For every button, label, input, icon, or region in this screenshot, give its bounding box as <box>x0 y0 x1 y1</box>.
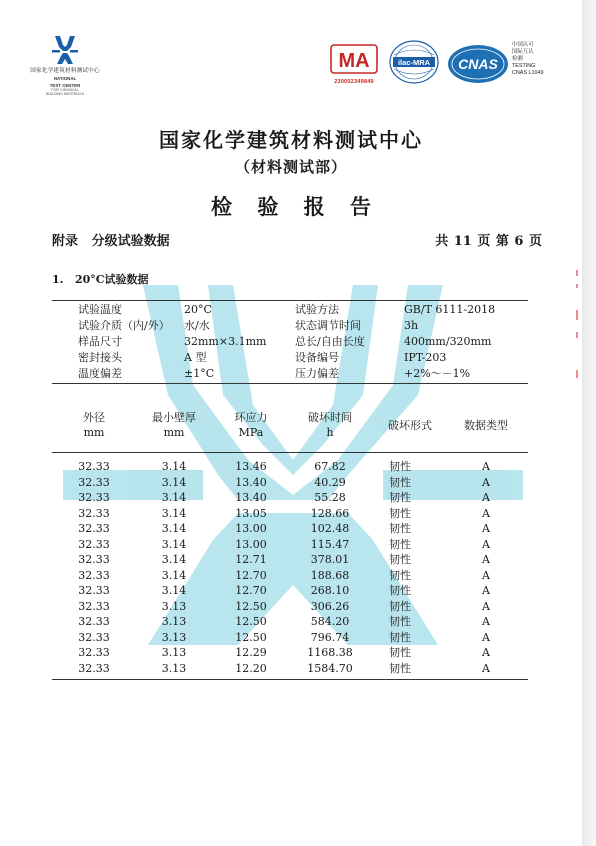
table-row <box>52 661 528 677</box>
cell-hoop-stress: 12.70 <box>235 584 267 597</box>
column-header-unit: mm <box>163 426 185 439</box>
cell-outer-diameter: 32.33 <box>78 491 110 504</box>
cnas-accreditation-text <box>512 42 543 77</box>
cell-hoop-stress: 12.71 <box>235 553 267 566</box>
cell-failure-time: 1584.70 <box>307 661 353 675</box>
condition-label: 试验温度 <box>78 303 122 316</box>
cell-min-wall-thickness: 3.14 <box>161 491 187 504</box>
condition-value: 20°C <box>184 303 212 316</box>
condition-value: ±1°C <box>184 367 215 380</box>
cell-failure-mode: 韧性 <box>389 522 411 535</box>
cell-data-type: A <box>482 568 490 582</box>
ma-logo-text: MA <box>338 50 370 72</box>
cell-min-wall-thickness: 3.14 <box>161 553 187 566</box>
document-title: 国家化学建筑材料测试中心 <box>159 128 423 152</box>
condition-value: 32mm×3.1mm <box>184 335 267 348</box>
cell-min-wall-thickness: 3.13 <box>161 599 187 613</box>
condition-label: 密封接头 <box>78 351 122 364</box>
column-header-unit: h <box>326 426 334 439</box>
data-table-body <box>52 459 528 676</box>
cell-failure-mode: 韧性 <box>389 506 411 520</box>
cell-failure-time: 796.74 <box>310 630 350 644</box>
cell-failure-mode: 韧性 <box>389 568 411 582</box>
cell-failure-mode: 韧性 <box>389 475 411 489</box>
cell-data-type: A <box>482 537 490 551</box>
cell-hoop-stress: 12.29 <box>235 646 267 659</box>
ilac-mra-logo <box>388 39 440 85</box>
cell-outer-diameter: 32.33 <box>78 646 110 659</box>
cell-failure-mode: 韧性 <box>389 553 411 566</box>
cell-failure-mode: 韧性 <box>389 460 411 473</box>
cell-failure-mode: 韧性 <box>389 615 411 628</box>
cell-data-type: A <box>482 553 490 566</box>
table-row <box>52 645 528 661</box>
cell-failure-time: 1168.38 <box>307 646 353 659</box>
cell-outer-diameter: 32.33 <box>78 553 110 566</box>
table-row <box>52 614 528 630</box>
cell-data-type: A <box>482 615 490 628</box>
column-header-unit: MPa <box>238 426 264 439</box>
ntc-name-en-small-line1: FOR CHEMICAL <box>51 88 79 92</box>
column-header-data-type <box>456 418 516 433</box>
condition-row <box>52 302 528 318</box>
table-header-rule <box>52 452 528 453</box>
condition-value: 水/水 <box>184 319 210 332</box>
condition-value: IPT-203 <box>404 351 447 364</box>
ntc-logo <box>22 36 108 96</box>
cell-data-type: A <box>482 646 490 659</box>
cell-outer-diameter: 32.33 <box>78 475 110 489</box>
cell-data-type: A <box>482 475 490 489</box>
ma-logo <box>326 44 382 85</box>
table-row <box>52 490 528 506</box>
cell-hoop-stress: 12.50 <box>235 630 267 644</box>
cell-outer-diameter: 32.33 <box>78 522 110 535</box>
condition-label: 压力偏差 <box>295 367 339 380</box>
section-title: 1. 20°C试验数据 <box>52 273 149 286</box>
column-header-unit: mm <box>83 426 105 439</box>
column-header-label: 最小壁厚 <box>152 411 196 424</box>
column-header-min-wall-thickness <box>144 410 204 440</box>
column-header-label: 数据类型 <box>464 419 508 432</box>
cell-min-wall-thickness: 3.14 <box>161 568 187 582</box>
column-header-outer-diameter <box>74 410 114 440</box>
cell-failure-time: 128.66 <box>310 506 350 520</box>
ntc-name-cn: 国家化学建筑材料测试中心 <box>30 68 100 74</box>
condition-label: 总长/自由长度 <box>295 335 365 348</box>
condition-value: GB/T 6111-2018 <box>404 303 496 316</box>
cnas-logo <box>447 44 509 84</box>
cell-min-wall-thickness: 3.14 <box>161 506 187 520</box>
cell-data-type: A <box>482 630 490 644</box>
ntc-name-en-line1: NATIONAL <box>53 76 77 81</box>
cell-failure-time: 115.47 <box>310 537 350 551</box>
cell-min-wall-thickness: 3.13 <box>161 646 187 659</box>
condition-label: 样品尺寸 <box>78 335 122 348</box>
cell-hoop-stress: 13.05 <box>235 506 267 520</box>
cell-failure-mode: 韧性 <box>389 646 411 659</box>
column-header-label: 破坏时间 <box>308 411 352 424</box>
ma-number: 230002349849 <box>334 79 374 85</box>
condition-value: 3h <box>404 319 419 332</box>
cell-hoop-stress: 13.00 <box>235 537 267 551</box>
column-header-failure-mode <box>380 418 440 433</box>
ntc-emblem-icon <box>52 36 78 64</box>
cell-outer-diameter: 32.33 <box>78 599 110 613</box>
test-conditions-table <box>52 302 528 382</box>
ma-stamp-icon <box>330 44 378 74</box>
cnas-logo-text: CNAS <box>458 56 498 72</box>
cell-hoop-stress: 13.40 <box>235 491 267 504</box>
condition-row <box>52 350 528 366</box>
cell-min-wall-thickness: 3.14 <box>161 460 187 473</box>
cnas-text-line: 检测 <box>512 56 523 63</box>
cell-failure-time: 55.28 <box>314 491 346 504</box>
condition-label: 设备编号 <box>295 351 339 364</box>
cell-hoop-stress: 13.40 <box>235 475 267 489</box>
condition-row <box>52 366 528 382</box>
table-row <box>52 599 528 615</box>
page-info: 共 11 页 第 6 页 <box>435 234 542 249</box>
cell-data-type: A <box>482 522 490 535</box>
condition-label: 试验介质（内/外） <box>78 319 170 332</box>
table-row <box>52 506 528 522</box>
cell-hoop-stress: 12.50 <box>235 615 267 628</box>
cell-data-type: A <box>482 460 490 473</box>
cell-min-wall-thickness: 3.13 <box>161 630 187 644</box>
cell-min-wall-thickness: 3.14 <box>161 522 187 535</box>
cell-hoop-stress: 12.20 <box>235 661 267 675</box>
cell-data-type: A <box>482 661 490 675</box>
column-header-failure-time <box>300 410 360 440</box>
table-row <box>52 552 528 568</box>
cell-outer-diameter: 32.33 <box>78 460 110 473</box>
condition-label: 试验方法 <box>295 303 339 316</box>
table-row <box>52 583 528 599</box>
table-row <box>52 630 528 646</box>
condition-row <box>52 318 528 334</box>
condition-value: A 型 <box>184 351 207 364</box>
column-header-label: 外径 <box>83 411 105 424</box>
cell-outer-diameter: 32.33 <box>78 584 110 597</box>
table-row <box>52 521 528 537</box>
cell-min-wall-thickness: 3.14 <box>161 584 187 597</box>
cell-failure-mode: 韧性 <box>389 537 411 551</box>
condition-label: 状态调节时间 <box>295 319 361 332</box>
cnas-text-line: CNAS L1049 <box>512 70 544 77</box>
condition-value: 400mm/320mm <box>404 335 492 348</box>
cell-outer-diameter: 32.33 <box>78 568 110 582</box>
table-row <box>52 568 528 584</box>
ntc-name-en-small-line2: BUILDING MATERIALS <box>45 92 85 96</box>
cell-hoop-stress: 12.70 <box>235 568 267 582</box>
cell-data-type: A <box>482 491 490 504</box>
cell-failure-time: 306.26 <box>310 599 350 613</box>
cell-failure-time: 268.10 <box>310 584 350 597</box>
cell-failure-time: 40.29 <box>314 475 346 489</box>
table-row <box>52 475 528 491</box>
cell-min-wall-thickness: 3.13 <box>161 615 187 628</box>
cell-min-wall-thickness: 3.13 <box>161 661 187 675</box>
condition-row <box>52 334 528 350</box>
cell-min-wall-thickness: 3.14 <box>161 537 187 551</box>
cell-outer-diameter: 32.33 <box>78 630 110 644</box>
cell-data-type: A <box>482 599 490 613</box>
column-header-hoop-stress <box>227 410 275 440</box>
cell-failure-mode: 韧性 <box>389 630 411 644</box>
cell-failure-time: 102.48 <box>310 522 350 535</box>
cell-failure-time: 584.20 <box>310 615 350 628</box>
scan-edge-mark <box>574 270 580 390</box>
condition-value: +2%～－1% <box>404 367 471 380</box>
cell-outer-diameter: 32.33 <box>78 661 110 675</box>
cell-failure-mode: 韧性 <box>389 661 411 675</box>
cell-hoop-stress: 13.46 <box>235 460 267 473</box>
cnas-text-line: 国际互认 <box>512 49 534 56</box>
document-subtitle: （材料测试部） <box>234 158 347 176</box>
appendix-label: 附录 分级试验数据 <box>52 234 170 249</box>
report-title: 检 验 报 告 <box>211 194 371 219</box>
cell-min-wall-thickness: 3.14 <box>161 475 187 489</box>
cell-outer-diameter: 32.33 <box>78 506 110 520</box>
cell-data-type: A <box>482 584 490 597</box>
table-row <box>52 537 528 553</box>
table-row <box>52 459 528 475</box>
column-header-label: 环应力 <box>234 411 268 424</box>
cell-hoop-stress: 12.50 <box>235 599 267 613</box>
ntc-name-en-line2: TEST CENTER <box>49 83 81 88</box>
cell-hoop-stress: 13.00 <box>235 522 267 535</box>
column-header-label: 破坏形式 <box>388 419 432 432</box>
cell-failure-time: 188.68 <box>310 568 350 582</box>
cell-failure-mode: 韧性 <box>389 491 411 504</box>
cnas-text-line: TESTING <box>512 63 536 70</box>
cell-outer-diameter: 32.33 <box>78 615 110 628</box>
cnas-text-line: 中国认可 <box>512 42 534 48</box>
cell-failure-time: 67.82 <box>314 460 346 473</box>
ilac-mra-text: ilac-MRA <box>397 58 431 67</box>
cell-data-type: A <box>482 506 490 520</box>
page-shadow <box>582 0 596 846</box>
cell-failure-mode: 韧性 <box>389 599 411 613</box>
conditions-top-rule <box>52 300 528 301</box>
cell-failure-time: 378.01 <box>310 553 350 566</box>
condition-label: 温度偏差 <box>78 367 122 380</box>
cell-outer-diameter: 32.33 <box>78 537 110 551</box>
cell-failure-mode: 韧性 <box>389 584 411 597</box>
conditions-bottom-rule <box>52 383 528 384</box>
table-bottom-rule <box>52 679 528 680</box>
